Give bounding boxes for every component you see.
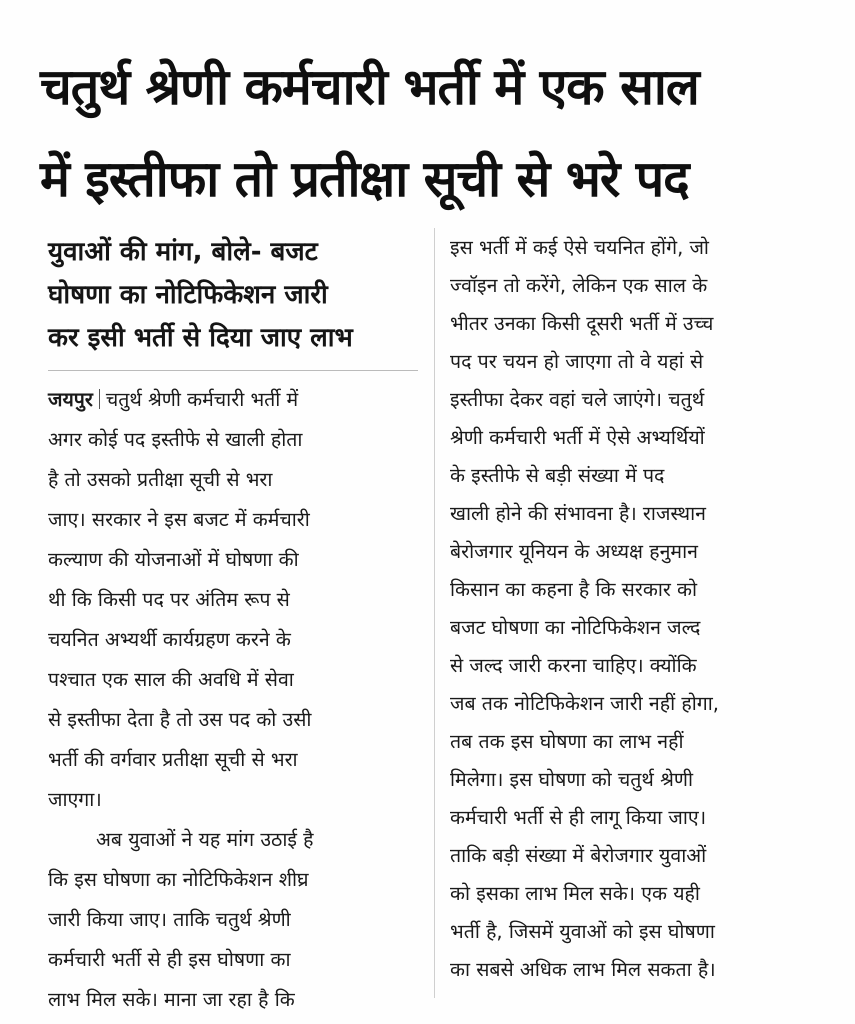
right-column-line-1: इस भर्ती में कई ऐसे चयनित होंगे, जो	[450, 236, 709, 259]
left-column-line-12: अब युवाओं ने यह मांग उठाई है	[96, 828, 314, 851]
right-column-line-14: तब तक इस घोषणा का लाभ नहीं	[450, 730, 684, 753]
left-column-line-14: जारी किया जाए। ताकि चतुर्थ श्रेणी	[48, 908, 291, 931]
left-column-line-11: जाएगा।	[48, 788, 102, 811]
left-column-line-3: है तो उसको प्रतीक्षा सूची से भरा	[48, 468, 273, 491]
left-column-line-5: कल्याण की योजनाओं में घोषणा की	[48, 548, 299, 571]
left-column-line-9: से इस्तीफा देता है तो उस पद को उसी	[48, 708, 312, 731]
left-column-line-15: कर्मचारी भर्ती से ही इस घोषणा का	[48, 948, 291, 971]
right-column-line-6: श्रेणी कर्मचारी भर्ती में ऐसे अभ्यर्थियों	[450, 426, 705, 449]
right-column-line-20: का सबसे अधिक लाभ मिल सकता है।	[450, 958, 716, 981]
headline-line-2: में इस्तीफा तो प्रतीक्षा सूची से भरे पद	[40, 150, 689, 208]
subheadline-line-1: युवाओं की मांग, बोले- बजट	[48, 237, 318, 267]
right-column-line-4: पद पर चयन हो जाएगा तो वे यहां से	[450, 350, 704, 373]
subheadline-line-2: घोषणा का नोटिफिकेशन जारी	[48, 280, 328, 310]
right-column-line-5: इस्तीफा देकर वहां चले जाएंगे। चतुर्थ	[450, 388, 705, 411]
left-column-line-8: पश्चात एक साल की अवधि में सेवा	[48, 668, 294, 691]
column-divider	[434, 228, 435, 998]
headline-line-1: चतुर्थ श्रेणी कर्मचारी भर्ती में एक साल	[40, 58, 699, 116]
subheadline-line-3: कर इसी भर्ती से दिया जाए लाभ	[48, 323, 353, 353]
right-column-line-7: के इस्तीफे से बड़ी संख्या में पद	[450, 464, 665, 487]
right-column-line-18: को इसका लाभ मिल सके। एक यही	[450, 882, 700, 905]
left-column-line-16: लाभ मिल सके। माना जा रहा है कि	[48, 988, 295, 1011]
subheadline-rule	[48, 370, 418, 371]
right-column-line-11: बजट घोषणा का नोटिफिकेशन जल्द	[450, 616, 701, 639]
right-column-line-15: मिलेगा। इस घोषणा को चतुर्थ श्रेणी	[450, 768, 694, 791]
right-column-line-2: ज्वॉइन तो करेंगे, लेकिन एक साल के	[450, 274, 708, 297]
right-column-line-19: भर्ती है, जिसमें युवाओं को इस घोषणा	[450, 920, 715, 943]
right-column-line-9: बेरोजगार यूनियन के अध्यक्ष हनुमान	[450, 540, 698, 563]
left-column-line-4: जाए। सरकार ने इस बजट में कर्मचारी	[48, 508, 310, 531]
right-column-line-17: ताकि बड़ी संख्या में बेरोजगार युवाओं	[450, 844, 707, 867]
left-column-line-6: थी कि किसी पद पर अंतिम रूप से	[48, 588, 290, 611]
left-column-line-1	[48, 380, 420, 420]
right-column-line-8: खाली होने की संभावना है। राजस्थान	[450, 502, 706, 525]
right-column-line-16: कर्मचारी भर्ती से ही लागू किया जाए।	[450, 806, 707, 829]
left-column-line-7: चयनित अभ्यर्थी कार्यग्रहण करने के	[48, 628, 291, 651]
left-column-line-2: अगर कोई पद इस्तीफे से खाली होता	[48, 428, 303, 451]
right-column-line-10: किसान का कहना है कि सरकार को	[450, 578, 698, 601]
left-column-line-10: भर्ती की वर्गवार प्रतीक्षा सूची से भरा	[48, 748, 298, 771]
left-column-line-13: कि इस घोषणा का नोटिफिकेशन शीघ्र	[48, 868, 309, 891]
right-column-line-3: भीतर उनका किसी दूसरी भर्ती में उच्च	[450, 312, 714, 335]
dateline-separator	[99, 389, 100, 409]
right-column-line-12: से जल्द जारी करना चाहिए। क्योंकि	[450, 654, 697, 677]
right-column-line-13: जब तक नोटिफिकेशन जारी नहीं होगा,	[450, 692, 719, 715]
dateline: जयपुर	[48, 388, 93, 411]
left-column-text-1: चतुर्थ श्रेणी कर्मचारी भर्ती में	[105, 388, 299, 411]
